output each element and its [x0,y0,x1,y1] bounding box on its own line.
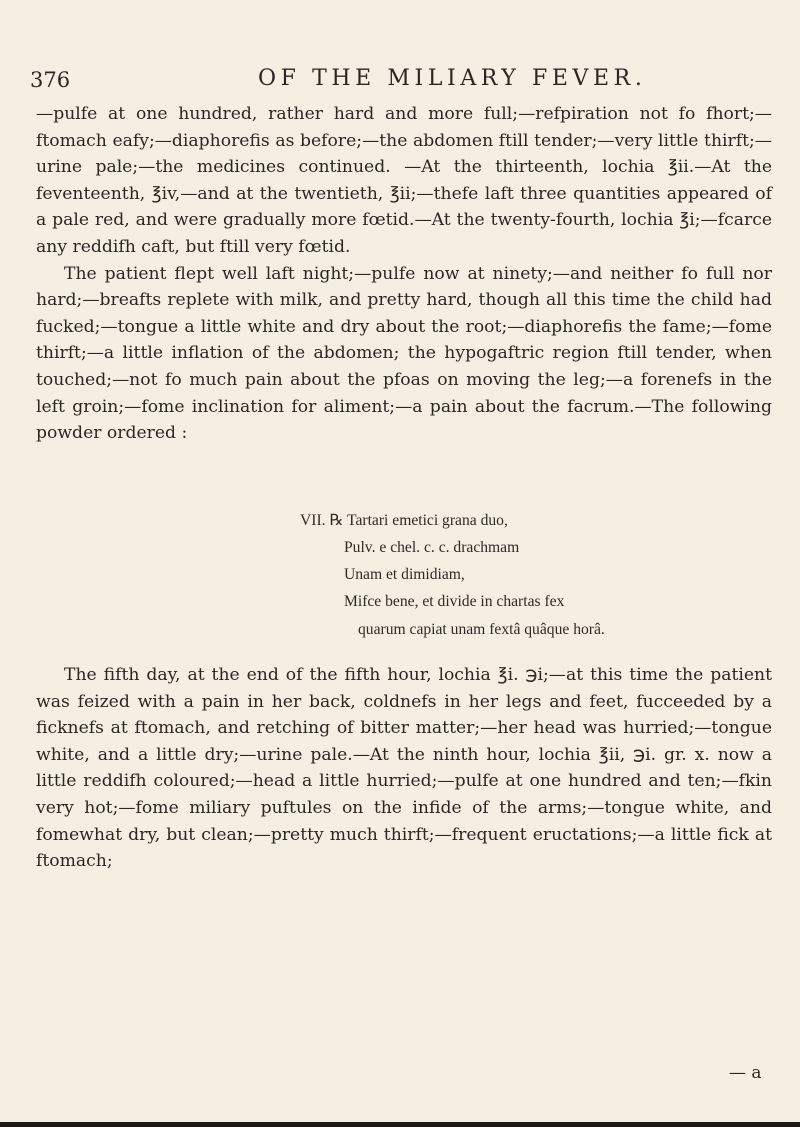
recipe-line-5: quarum capiat unam fextâ quâque horâ. [358,621,605,638]
running-title: OF THE MILIARY FEVER. [258,66,647,91]
recipe-line-1: VII. ℞ Tartari emetici grana duo, [300,512,508,529]
main-text-top [36,101,772,447]
recipe-line-4: Mifce bene, et divide in chartas fex [344,593,565,610]
catchword: — a [729,1063,762,1083]
paragraph-1: —pulfe at one hundred, rather hard and more full;—refpiration not fo fhort;—ftomach eafy;—diaphorefis as before;—the abdomen ftill tender;—very little thirft;—urine pale;—the medicines continued. —At the thirteenth, lochia ℥ii.—At the feventeenth, ℥iv,—and at the twentieth, ℥ii;—thefe laft three quantities appeared of a pale red, and were gradually more fœtid.—At the twenty-fourth, lochia ℥i;—fcarce any reddifh caft, but ftill very fœtid. [36,104,772,257]
recipe-line-2: Pulv. e chel. c. c. drachmam [344,539,520,556]
main-text-bottom [36,662,772,875]
paragraph-2: The patient flept well laft night;—pulfe now at ninety;—and neither fo full nor hard;—breafts replete with milk, and pretty hard, though all this time the child had fucked;—tongue a little white and dry about the root;—diaphorefis the fame;—fome thirft;—a little inflation of the abdomen; the hypogaftric region ftill tender, when touched;—not fo much pain about the pfoas on moving the leg;—a forenefs in the left groin;—fome inclination for aliment;—a pain about the facrum.—The following powder ordered : [36,263,772,444]
paragraph-3: The fifth day, at the end of the fifth hour, lochia ℥i. ℈i;—at this time the patient was feized with a pain in her back, coldnefs in her legs and feet, fucceeded by a ficknefs at ftomach, and retching of bitter matter;—her head was hurried;—tongue white, and a little dry;—urine pale.—At the ninth hour, lochia ℥ii, ℈i. gr. x. now a little reddifh coloured;—head a little hurried;—pulfe at one hundred and ten;—fkin very hot;—fome miliary puftules on the infide of the arms;—tongue white, and fomewhat dry, but clean;—pretty much thirft;—frequent eructations;—a little fick at ftomach; [36,665,772,872]
bottom-rule [0,1122,800,1127]
recipe-line-3: Unam et dimidiam, [344,566,465,583]
page-number: 376 [30,68,71,92]
